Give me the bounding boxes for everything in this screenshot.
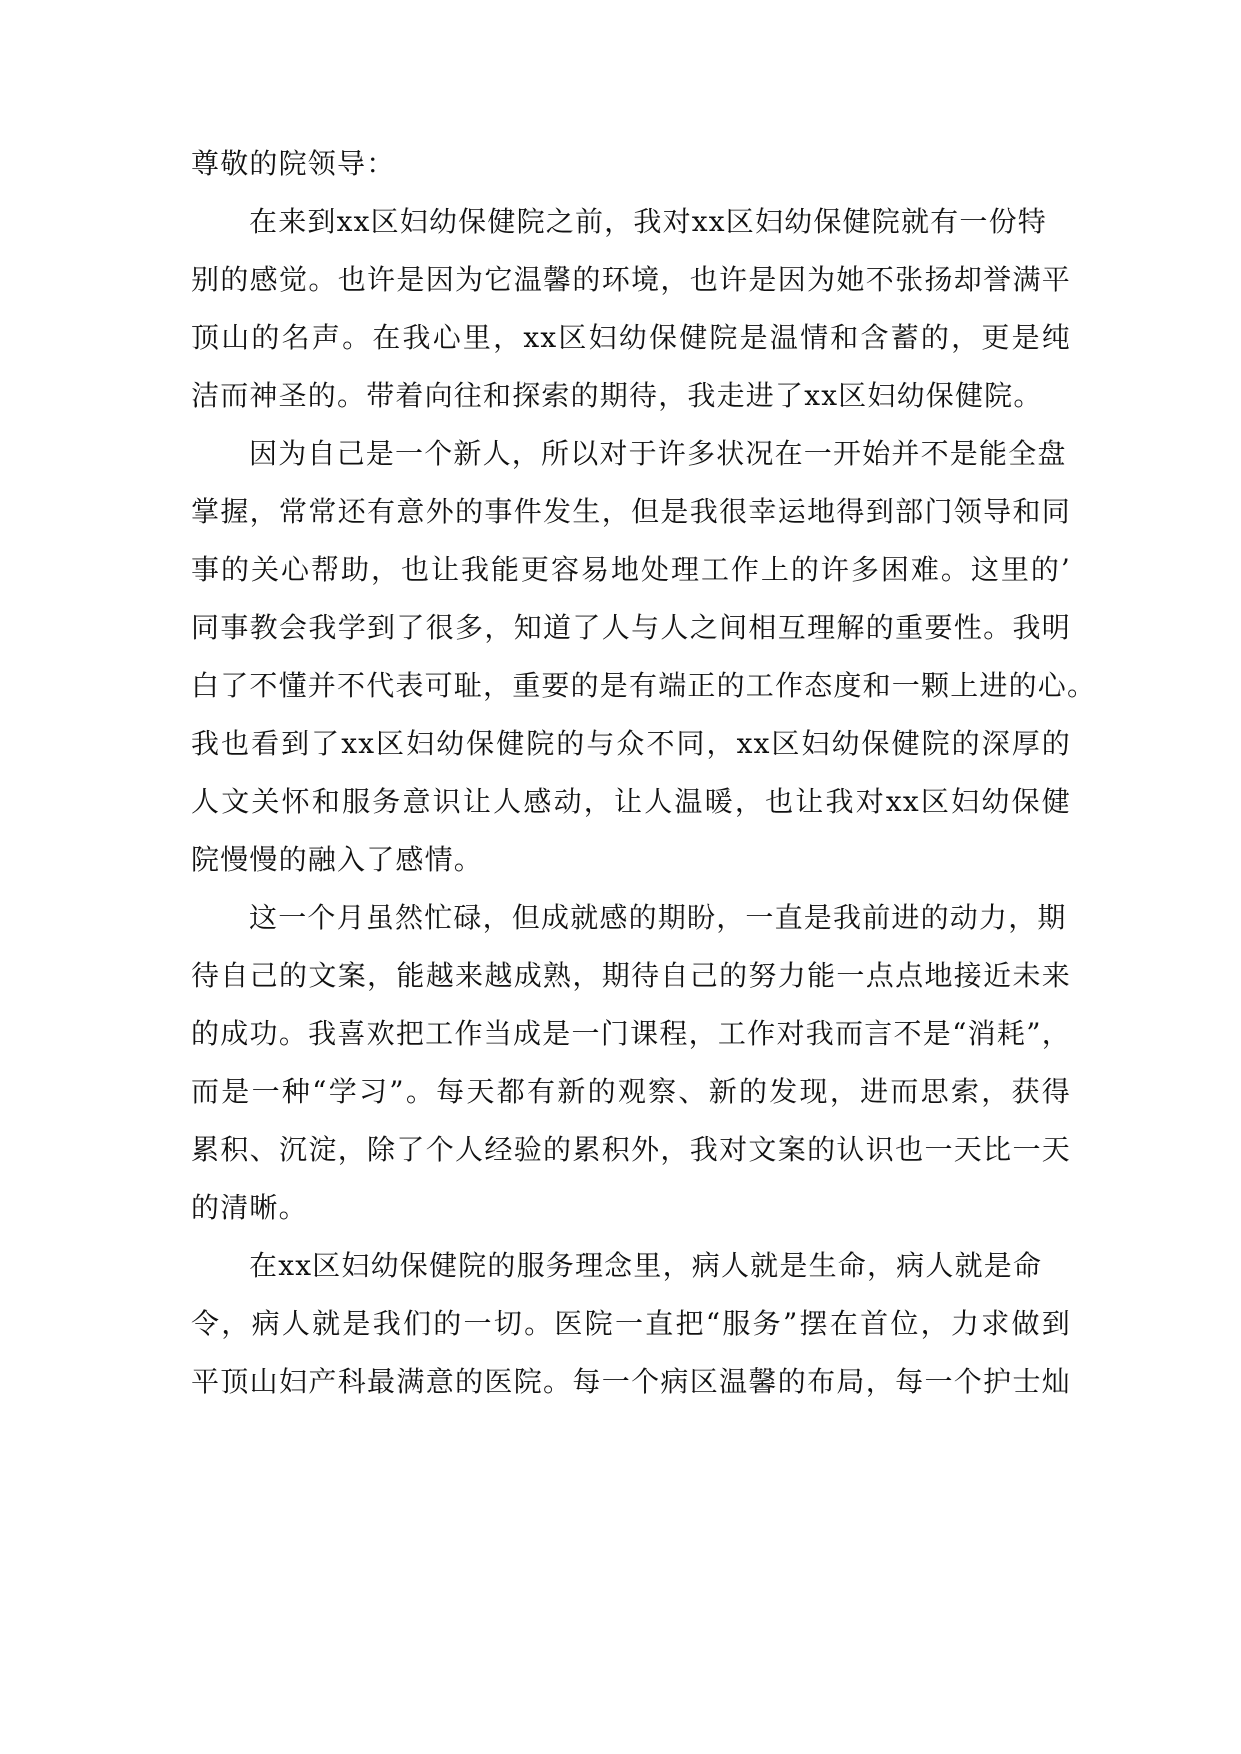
paragraph-1-line-1: 在来到xx区妇幼保健院之前，我对xx区妇幼保健院就有一份特 xyxy=(249,205,1047,238)
paragraph-1-line-3: 顶山的名声。在我心里，xx区妇幼保健院是温情和含蓄的，更是纯 xyxy=(191,321,1071,354)
paragraph-2-line-8: 院慢慢的融入了感情。 xyxy=(191,843,484,876)
paragraph-3-line-2: 待自己的文案，能越来越成熟，期待自己的努力能一点点地接近未来 xyxy=(191,959,1071,992)
paragraph-4-line-1: 在xx区妇幼保健院的服务理念里，病人就是生命，病人就是命 xyxy=(249,1249,1043,1282)
paragraph-2-line-3: 事的关心帮助，也让我能更容易地处理工作上的许多困难。这里的’ xyxy=(191,553,1071,586)
paragraph-2-line-7: 人文关怀和服务意识让人感动，让人温暖，也让我对xx区妇幼保健 xyxy=(191,785,1071,818)
paragraph-4-line-2: 令，病人就是我们的一切。医院一直把“服务”摆在首位，力求做到 xyxy=(191,1307,1071,1340)
paragraph-4-line-3: 平顶山妇产科最满意的医院。每一个病区温馨的布局，每一个护士灿 xyxy=(191,1365,1071,1398)
paragraph-3-line-5: 累积、沉淀，除了个人经验的累积外，我对文案的认识也一天比一天 xyxy=(191,1133,1071,1166)
paragraph-2-line-2: 掌握，常常还有意外的事件发生，但是我很幸运地得到部门领导和同 xyxy=(191,495,1071,528)
paragraph-2-line-1: 因为自己是一个新人，所以对于许多状况在一开始并不是能全盘 xyxy=(249,437,1067,470)
paragraph-2-line-5: 白了不懂并不代表可耻，重要的是有端正的工作态度和一颗上进的心。 xyxy=(191,669,1097,702)
paragraph-2-line-4: 同事教会我学到了很多，知道了人与人之间相互理解的重要性。我明 xyxy=(191,611,1071,644)
paragraph-3-line-6: 的清晰。 xyxy=(191,1191,308,1224)
paragraph-1-line-4: 洁而神圣的。带着向往和探索的期待，我走进了xx区妇幼保健院。 xyxy=(191,379,1043,412)
paragraph-2-line-6: 我也看到了xx区妇幼保健院的与众不同，xx区妇幼保健院的深厚的 xyxy=(191,727,1071,760)
paragraph-3-line-1: 这一个月虽然忙碌，但成就感的期盼，一直是我前进的动力，期 xyxy=(249,901,1067,934)
paragraph-3-line-4: 而是一种“学习”。每天都有新的观察、新的发现，进而思索，获得 xyxy=(191,1075,1071,1108)
paragraph-3-line-3: 的成功。我喜欢把工作当成是一门课程，工作对我而言不是“消耗”， xyxy=(191,1017,1071,1050)
paragraph-1-line-2: 别的感觉。也许是因为它温馨的环境，也许是因为她不张扬却誉满平 xyxy=(191,263,1071,296)
salutation: 尊敬的院领导： xyxy=(191,147,396,180)
